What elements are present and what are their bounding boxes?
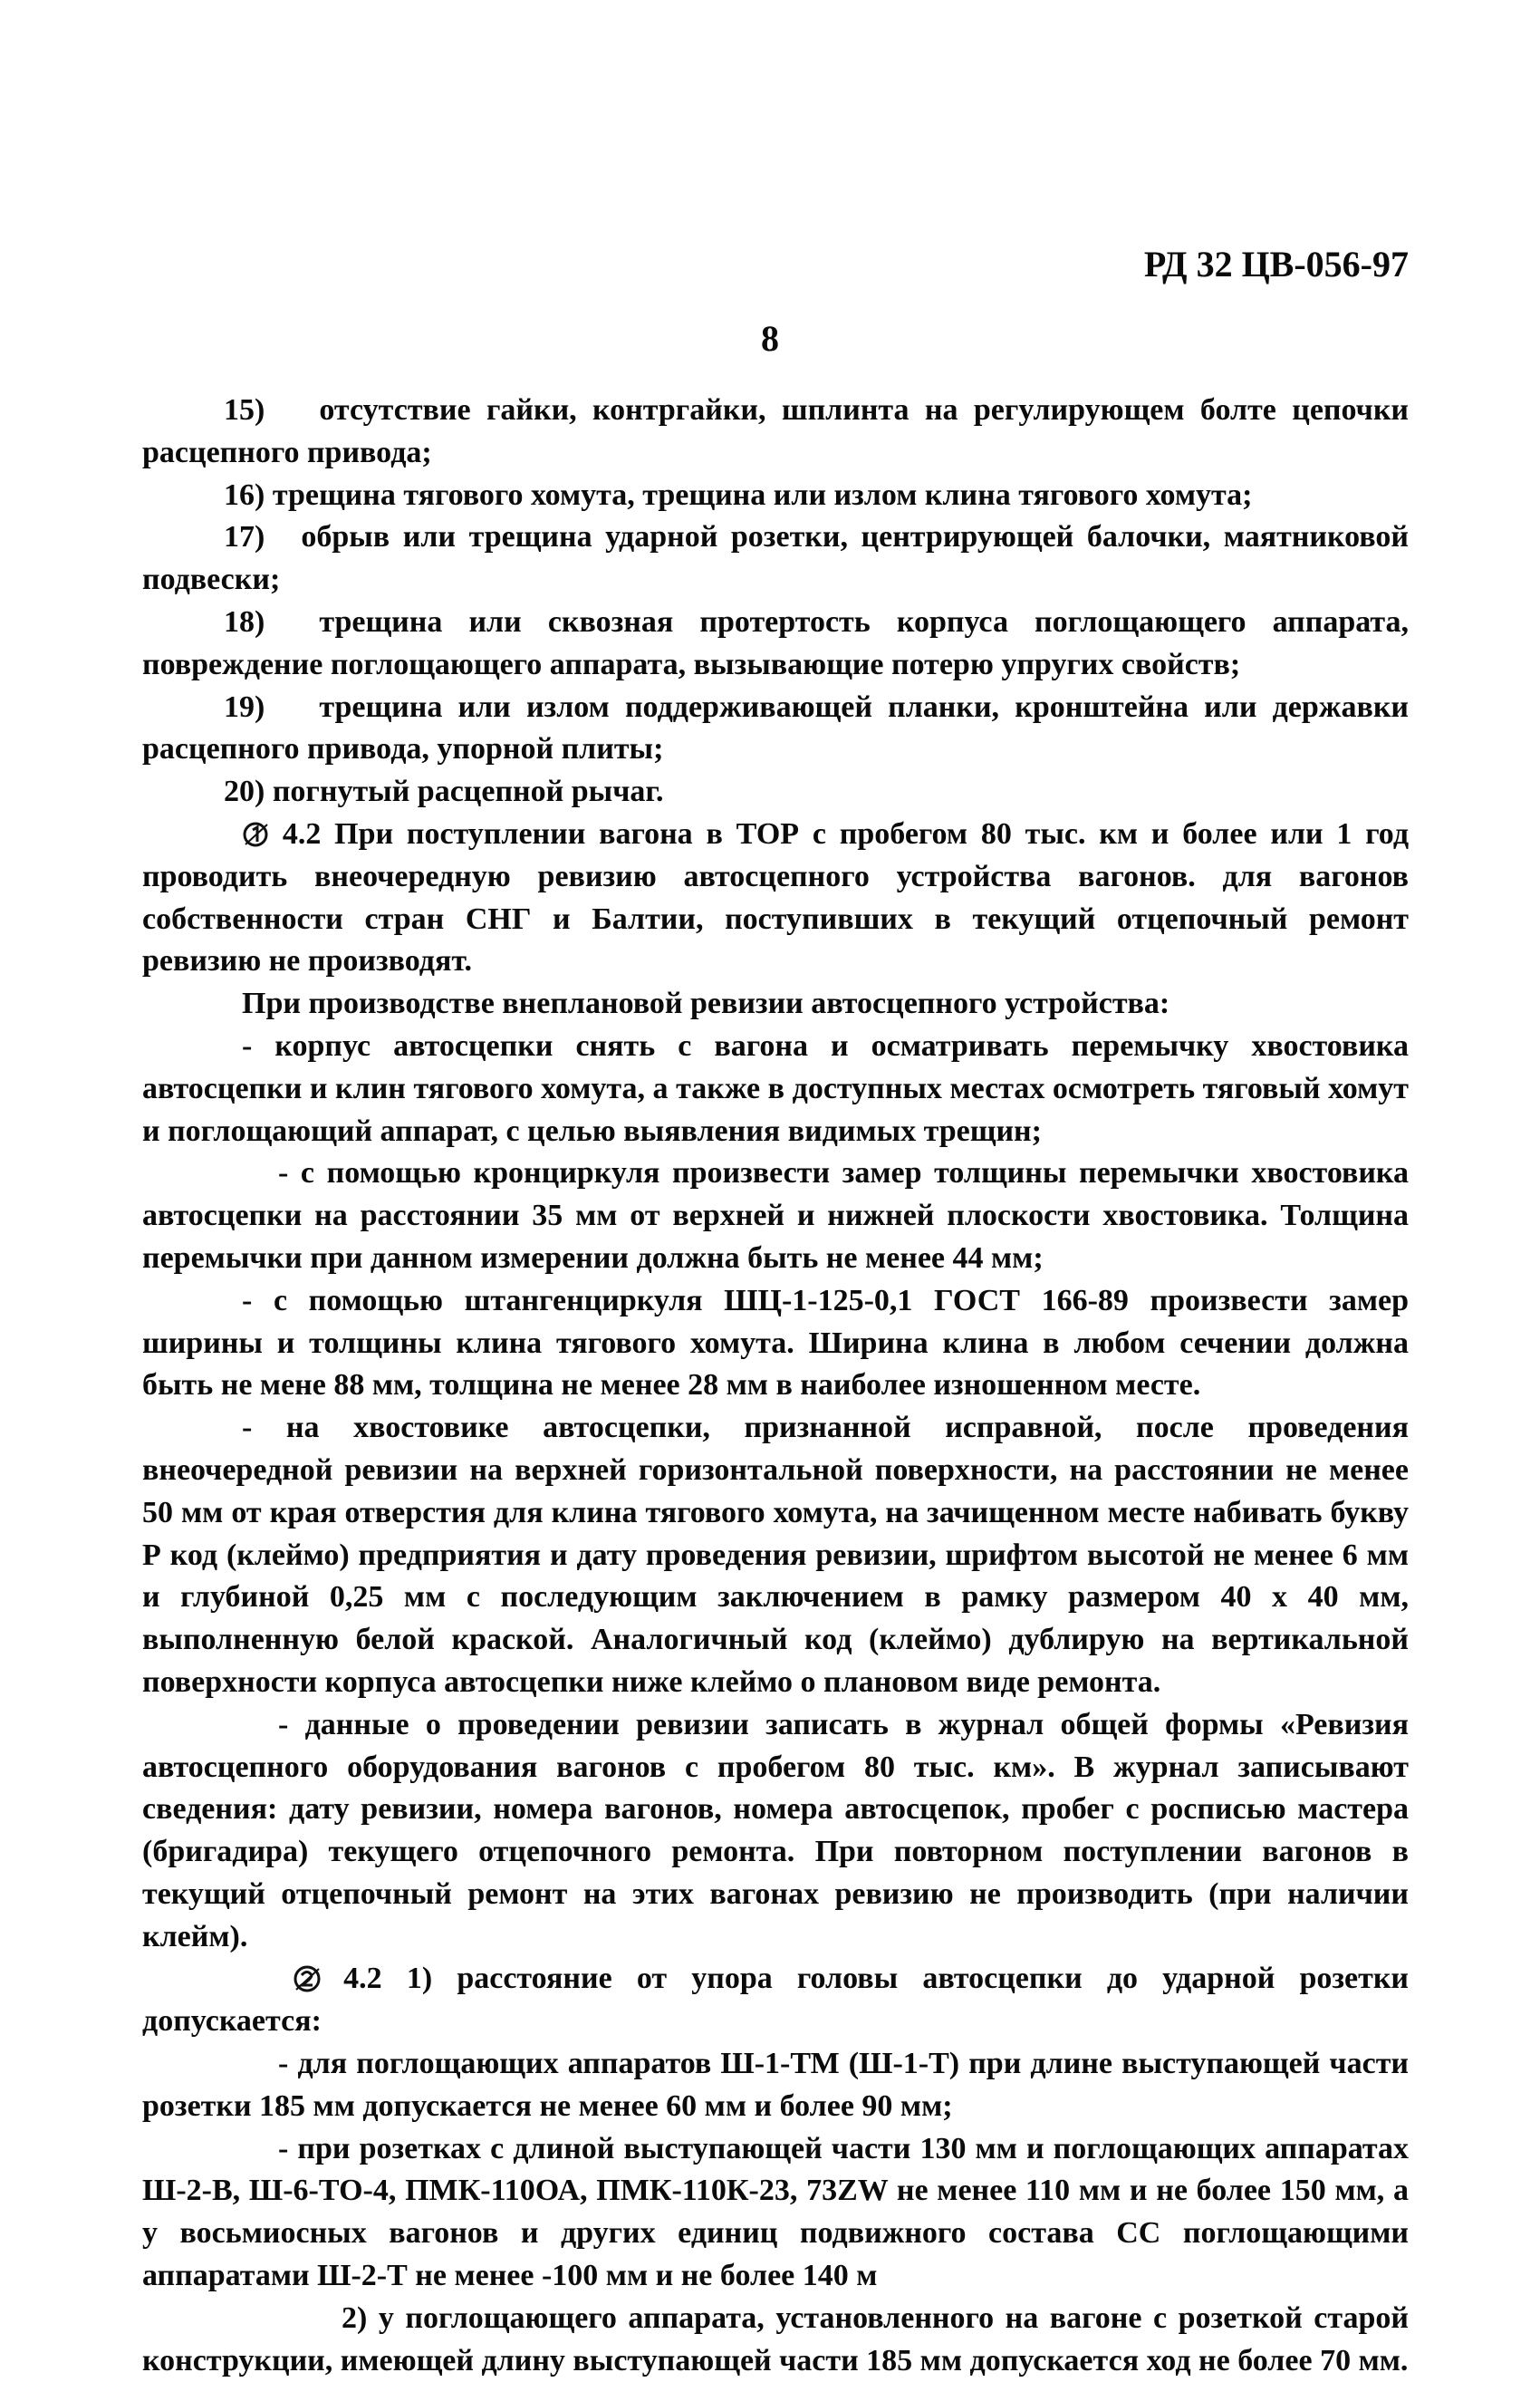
bullet-item: - на хвостовике автосцепки, признанной исправной, после проведения внеочередной ревизии на верхней горизонтальной поверхности, на расстоянии не менее 50 мм от края отверстия для клина тягового хомута, на зачищенном месте набивать букву Р код (клеймо) предприятия и дату проведения ревизии, шрифтом высотой не менее 6 мм и глубиной 0,25 мм с последующим заключением в рамку размером 40 х 40 мм, выполненную белой краской. Аналогичный код (клеймо) дублирую на вертикальной поверхности корпуса автосцепки ниже клеймо о плановом виде ремонта. — [142, 1411, 1409, 1699]
list-item: 20) погнутый расцепной рычаг. — [224, 775, 664, 809]
list-item: 18) трещина или сквозная протертость корпуса поглощающего аппарата, повреждение поглощающего аппарата, вызывающие потерю упругих свойств; — [142, 604, 1409, 681]
amendment-2-icon — [292, 1964, 319, 1991]
document-body — [142, 390, 1409, 2382]
section-paragraph: 4.2 1) расстояние от упора головы автосцепки до ударной розетки допускается: — [142, 1962, 1410, 2039]
bullet-item: - корпус автосцепки снять с вагона и осматривать перемычку хвостовика автосцепки и клин тягового хомута, а также в доступных местах осмотреть тяговый хомут и поглощающий аппарат, с целью выявления видимых трещин; — [142, 1028, 1409, 1148]
bullet-item: - данные о проведении ревизии записать в журнал общей формы «Ревизия автосцепного оборудования вагонов с пробегом 80 тыс. км». В журнал записывают сведения: дату ревизии, номера вагонов, номера автосцепок, пробег с росписью мастера (бригадира) текущего отцепочного ремонта. При повторном поступлении вагонов в текущий отцепочный ремонт на этих вагонах ревизию не производить (при наличии клейм). — [142, 1707, 1409, 1953]
amendment-1-icon — [242, 820, 269, 847]
list-item: 17) обрыв или трещина ударной розетки, центрирующей балочки, маятниковой подвески; — [142, 520, 1409, 597]
page-number: 8 — [761, 318, 779, 359]
bullet-item: - с помощью кронциркуля произвести замер толщины перемычки хвостовика автосцепки на расстоянии 35 мм от верхней и нижней плоскости хвостовика. Толщина перемычки при данном измерении должна быть не менее 44 мм; — [142, 1156, 1409, 1275]
list-item: 16) трещина тягового хомута, трещина или излом клина тягового хомута; — [224, 477, 1253, 512]
bullet-item: - с помощью штангенциркуля ШЦ-1-125-0,1 ГОСТ 166-89 произвести замер ширины и толщины клина тягового хомута. Ширина клина в любом сечении должна быть не мене 88 мм, толщина не менее 28 мм в наиболее изношенном месте. — [142, 1283, 1409, 1403]
list-item: 2) у поглощающего аппарата, установленного на вагоне с розеткой старой конструкции, имеющей длину выступающей части 185 мм допускается ход не более 70 мм. — [142, 2300, 1409, 2377]
list-item: 15) отсутствие гайки, контргайки, шплинта на регулирующем болте цепочки расцепного привода; — [142, 393, 1409, 469]
bullet-item: - при розетках с длиной выступающей части 130 мм и поглощающих аппаратах Ш-2-В, Ш-6-ТО-4, ПМК-110ОА, ПМК-110К-23, 73ZW не менее 110 мм и не более 150 мм, а у восьмиосных вагонов и других единиц подвижного состава СС поглощающими аппаратами Ш-2-Т не менее -100 мм и не более 140 м — [142, 2131, 1409, 2293]
bullet-item: - для поглощающих аппаратов Ш-1-ТМ (Ш-1-Т) при длине выступающей части розетки 185 мм допускается не менее 60 мм и более 90 мм; — [142, 2047, 1409, 2123]
document-code: РД 32 ЦВ-056-97 — [1143, 244, 1409, 284]
section-paragraph: 4.2 При поступлении вагона в ТОР с пробегом 80 тыс. км и более или 1 год проводить внеочередную ревизию автосцепного устройства вагонов. для вагонов собственности стран СНГ и Балтии, поступивших в текущий отцепочный ремонт ревизию не производят. — [142, 816, 1410, 979]
section-paragraph: При производстве внеплановой ревизии автосцепного устройства: — [242, 987, 1170, 1021]
list-item: 19) трещина или излом поддерживающей планки, кронштейна или державки расцепного привода, упорной плиты; — [142, 690, 1409, 767]
